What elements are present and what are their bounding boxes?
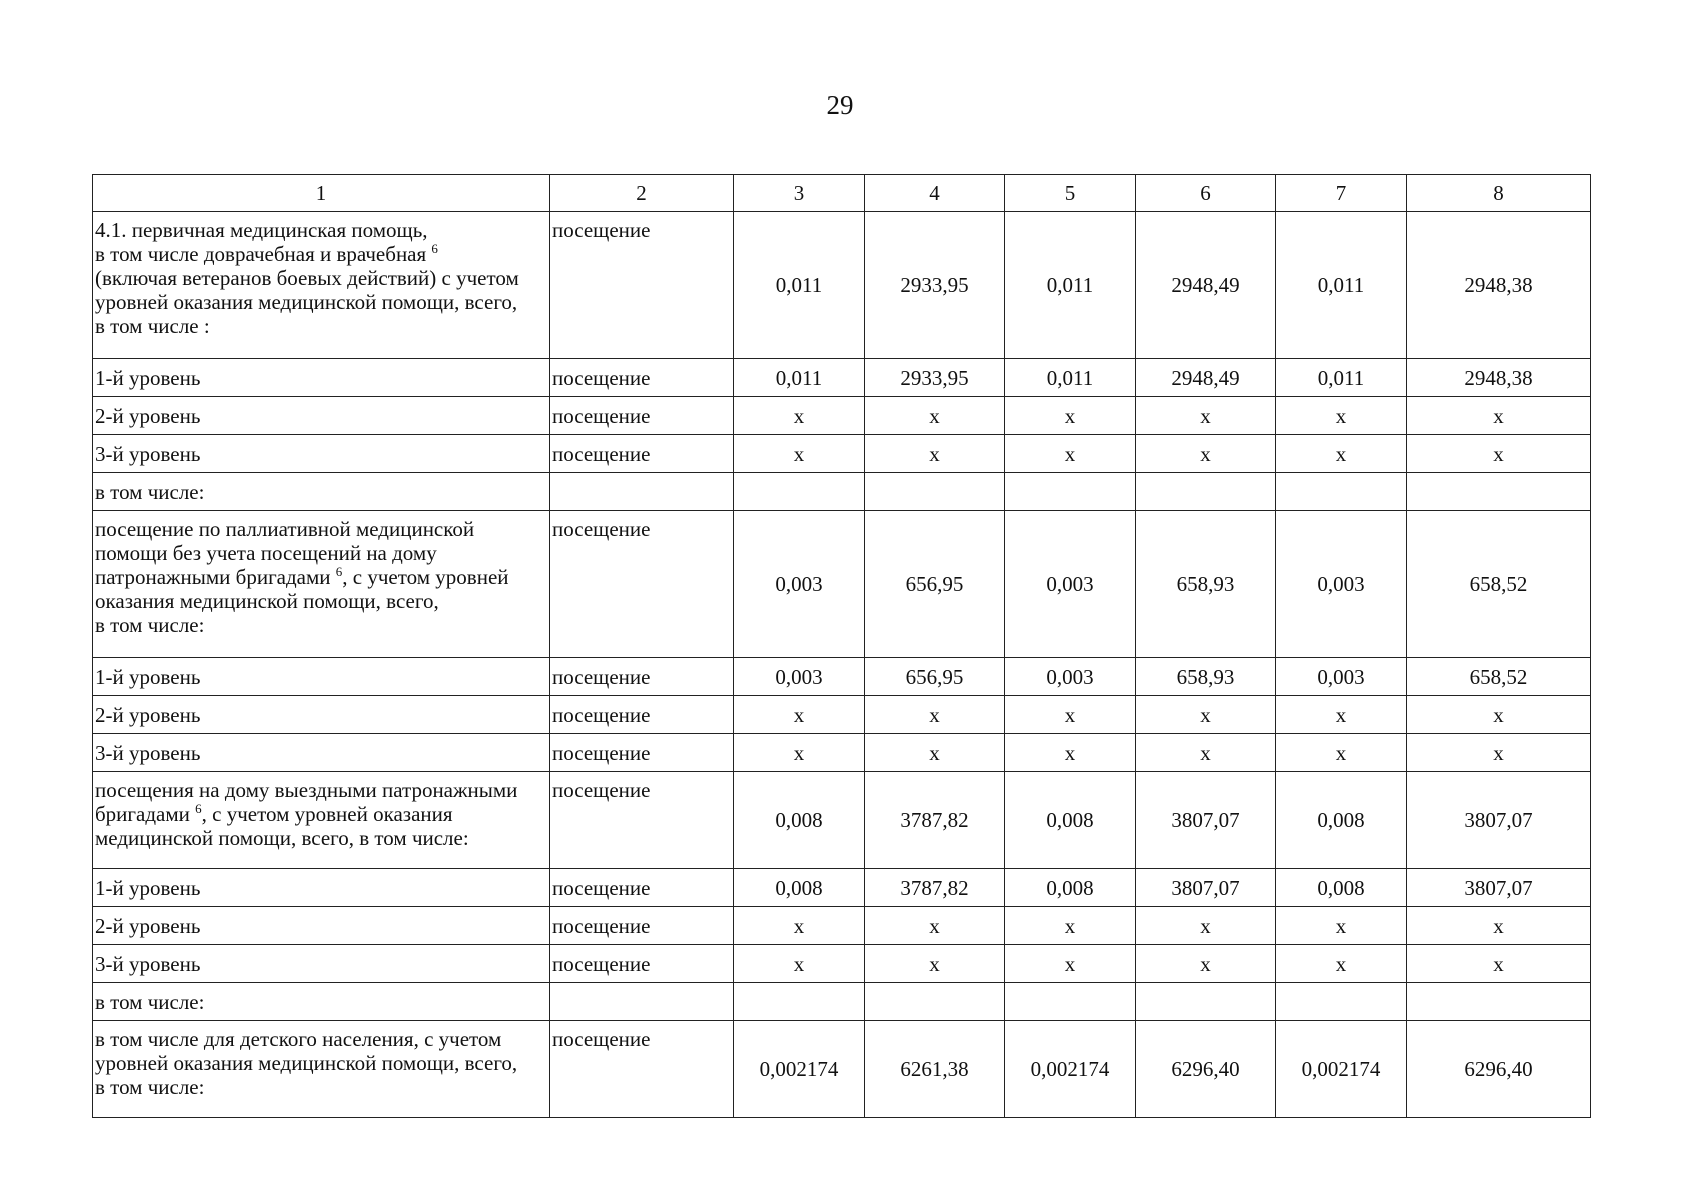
value-cell: 3787,82 (865, 869, 1005, 907)
row-label-line (95, 1051, 547, 1075)
data-table (92, 174, 1591, 1118)
table-row (93, 734, 1591, 772)
value-cell: 658,52 (1407, 658, 1591, 696)
row-label-text: 1-й уровень (95, 875, 201, 900)
table-row (93, 435, 1591, 473)
row-label-text: в том числе : (95, 314, 210, 338)
value-cell: 3807,07 (1407, 772, 1591, 869)
value-cell: x (1407, 435, 1591, 473)
row-label-line (95, 565, 547, 589)
row-label-text: патронажными бригадами (95, 565, 331, 589)
row-label-text: посещение по паллиативной медицинской (95, 517, 475, 541)
unit-cell: посещение (550, 397, 734, 435)
column-header: 5 (1005, 175, 1136, 212)
value-cell: x (1276, 945, 1407, 983)
row-label-text: в том числе: (95, 1075, 205, 1099)
row-label-line (95, 914, 547, 938)
value-cell: x (1276, 696, 1407, 734)
table-row (93, 907, 1591, 945)
table-row (93, 359, 1591, 397)
value-cell: x (1136, 945, 1276, 983)
value-cell (1276, 983, 1407, 1021)
row-label (93, 772, 550, 869)
value-cell: x (1276, 397, 1407, 435)
value-cell (865, 473, 1005, 511)
row-label-line (95, 952, 547, 976)
row-label-line (95, 266, 547, 290)
unit-cell: посещение (550, 511, 734, 658)
unit-cell: посещение (550, 359, 734, 397)
row-label-text: бригадами (95, 802, 190, 826)
row-label-text: в том числе для детского населения, с учетом (95, 1027, 502, 1051)
value-cell: 0,008 (1276, 772, 1407, 869)
value-cell: x (1407, 397, 1591, 435)
value-cell: 658,93 (1136, 511, 1276, 658)
value-cell: 0,011 (734, 359, 865, 397)
column-header: 6 (1136, 175, 1276, 212)
value-cell: x (1136, 734, 1276, 772)
value-cell (1005, 983, 1136, 1021)
value-cell: 6296,40 (1136, 1021, 1276, 1118)
row-label-text: уровней оказания медицинской помощи, всего, (95, 290, 518, 314)
row-label-line (95, 703, 547, 727)
row-label-line (95, 802, 547, 826)
row-label-line (95, 442, 547, 466)
footnote-marker: 6 (335, 564, 343, 579)
value-cell: x (734, 397, 865, 435)
table-row (93, 212, 1591, 359)
row-label (93, 696, 550, 734)
value-cell: x (865, 734, 1005, 772)
value-cell: 0,003 (1005, 658, 1136, 696)
row-label (93, 945, 550, 983)
row-label (93, 907, 550, 945)
row-label-text: 2-й уровень (95, 702, 201, 727)
value-cell: x (1276, 734, 1407, 772)
row-label (93, 658, 550, 696)
row-label-line (95, 613, 547, 637)
header-row (93, 175, 1591, 212)
table-row (93, 397, 1591, 435)
row-label-line (95, 480, 547, 504)
row-label-text: (включая ветеранов боевых действий) с учетом (95, 266, 519, 290)
value-cell: x (1005, 435, 1136, 473)
column-header: 8 (1407, 175, 1591, 212)
table-row (93, 1021, 1591, 1118)
value-cell: 2948,49 (1136, 212, 1276, 359)
value-cell: x (865, 435, 1005, 473)
value-cell: 0,011 (1276, 359, 1407, 397)
value-cell: 6261,38 (865, 1021, 1005, 1118)
value-cell: 0,003 (734, 511, 865, 658)
row-label-line (95, 541, 547, 565)
value-cell (1407, 473, 1591, 511)
unit-cell (550, 983, 734, 1021)
unit-cell: посещение (550, 869, 734, 907)
row-label-line (95, 1027, 547, 1051)
value-cell: 658,93 (1136, 658, 1276, 696)
row-label-text: помощи без учета посещений на дому (95, 541, 437, 565)
table-row (93, 772, 1591, 869)
row-label-text: 3-й уровень (95, 441, 201, 466)
value-cell: x (1005, 397, 1136, 435)
value-cell: 3807,07 (1136, 772, 1276, 869)
value-cell (865, 983, 1005, 1021)
row-label-line (95, 366, 547, 390)
unit-cell: посещение (550, 212, 734, 359)
row-label-line (95, 665, 547, 689)
value-cell: x (734, 696, 865, 734)
value-cell: 0,008 (734, 869, 865, 907)
table-row (93, 511, 1591, 658)
row-label-text: оказания медицинской помощи, всего, (95, 589, 439, 613)
value-cell: x (734, 734, 865, 772)
unit-cell: посещение (550, 1021, 734, 1118)
value-cell: x (1276, 907, 1407, 945)
footnote-marker: 6 (195, 801, 202, 816)
value-cell: 656,95 (865, 511, 1005, 658)
value-cell: 0,011 (1005, 359, 1136, 397)
table-row (93, 696, 1591, 734)
table-row (93, 869, 1591, 907)
row-label-text: в том числе: (95, 989, 205, 1014)
column-header: 7 (1276, 175, 1407, 212)
value-cell: 0,003 (1276, 658, 1407, 696)
value-cell: 0,008 (1005, 772, 1136, 869)
value-cell: x (865, 696, 1005, 734)
row-label-line (95, 242, 547, 266)
value-cell: x (1136, 907, 1276, 945)
value-cell: x (1136, 397, 1276, 435)
value-cell: 2933,95 (865, 359, 1005, 397)
row-label (93, 869, 550, 907)
value-cell: x (1005, 907, 1136, 945)
value-cell: 0,002174 (734, 1021, 865, 1118)
value-cell: 0,003 (1276, 511, 1407, 658)
unit-cell: посещение (550, 945, 734, 983)
value-cell (1136, 983, 1276, 1021)
value-cell: 0,008 (1276, 869, 1407, 907)
row-label-line (95, 876, 547, 900)
row-label-text: , с учетом уровней (342, 565, 509, 589)
row-label-line (95, 826, 547, 850)
value-cell: x (865, 907, 1005, 945)
row-label-line (95, 990, 547, 1014)
row-label-text: уровней оказания медицинской помощи, всего, (95, 1051, 518, 1075)
value-cell: 0,002174 (1276, 1021, 1407, 1118)
unit-cell: посещение (550, 435, 734, 473)
row-label-text: 3-й уровень (95, 951, 201, 976)
page-number: 29 (826, 90, 854, 120)
value-cell: 3807,07 (1407, 869, 1591, 907)
column-header: 4 (865, 175, 1005, 212)
value-cell: x (1005, 734, 1136, 772)
value-cell: 656,95 (865, 658, 1005, 696)
value-cell: x (1136, 435, 1276, 473)
value-cell: 0,011 (1005, 212, 1136, 359)
value-cell: 6296,40 (1407, 1021, 1591, 1118)
value-cell: x (1276, 435, 1407, 473)
row-label-line (95, 314, 547, 338)
column-header: 1 (93, 175, 550, 212)
table-row (93, 473, 1591, 511)
value-cell: x (734, 907, 865, 945)
value-cell (734, 473, 865, 511)
row-label-line (95, 1075, 547, 1099)
row-label-line (95, 589, 547, 613)
value-cell: 2948,49 (1136, 359, 1276, 397)
row-label (93, 511, 550, 658)
value-cell: 3787,82 (865, 772, 1005, 869)
row-label-text: в том числе: (95, 613, 205, 637)
value-cell (1276, 473, 1407, 511)
value-cell: 0,002174 (1005, 1021, 1136, 1118)
value-cell: x (734, 435, 865, 473)
row-label-text: 1-й уровень (95, 664, 201, 689)
value-cell: 2948,38 (1407, 212, 1591, 359)
row-label-line (95, 778, 547, 802)
value-cell: 0,011 (734, 212, 865, 359)
value-cell: x (1136, 696, 1276, 734)
table-row (93, 945, 1591, 983)
value-cell: 0,003 (734, 658, 865, 696)
value-cell (734, 983, 865, 1021)
table-row (93, 658, 1591, 696)
row-label-text: посещения на дому выездными патронажными (95, 778, 518, 802)
row-label (93, 212, 550, 359)
unit-cell (550, 473, 734, 511)
row-label-line (95, 218, 547, 242)
table-body (93, 175, 1591, 1118)
value-cell: x (1407, 945, 1591, 983)
value-cell: x (1005, 945, 1136, 983)
unit-cell: посещение (550, 696, 734, 734)
row-label-text: медицинской помощи, всего, в том числе: (95, 826, 469, 850)
value-cell: x (1407, 734, 1591, 772)
row-label-text: 2-й уровень (95, 913, 201, 938)
footnote-marker: 6 (431, 241, 438, 256)
value-cell: x (734, 945, 865, 983)
table-row (93, 983, 1591, 1021)
row-label-text: , с учетом уровней оказания (201, 802, 453, 826)
row-label-text: 3-й уровень (95, 740, 201, 765)
unit-cell: посещение (550, 658, 734, 696)
row-label (93, 734, 550, 772)
row-label-text: в том числе: (95, 479, 205, 504)
row-label-text: 1-й уровень (95, 365, 201, 390)
value-cell: 0,003 (1005, 511, 1136, 658)
value-cell: 2933,95 (865, 212, 1005, 359)
row-label (93, 435, 550, 473)
row-label (93, 397, 550, 435)
row-label-line (95, 290, 547, 314)
row-label-text: в том числе доврачебная и врачебная (95, 242, 427, 266)
row-label (93, 473, 550, 511)
value-cell: x (1407, 907, 1591, 945)
value-cell: x (865, 945, 1005, 983)
value-cell: 2948,38 (1407, 359, 1591, 397)
row-label-text: 4.1. первичная медицинская помощь, (95, 218, 428, 242)
value-cell: 3807,07 (1136, 869, 1276, 907)
value-cell (1407, 983, 1591, 1021)
value-cell (1136, 473, 1276, 511)
value-cell: x (1407, 696, 1591, 734)
row-label-line (95, 741, 547, 765)
column-header: 2 (550, 175, 734, 212)
row-label-text: 2-й уровень (95, 403, 201, 428)
row-label-line (95, 404, 547, 428)
value-cell: x (1005, 696, 1136, 734)
row-label (93, 359, 550, 397)
value-cell (1005, 473, 1136, 511)
value-cell: 0,008 (734, 772, 865, 869)
unit-cell: посещение (550, 772, 734, 869)
row-label (93, 983, 550, 1021)
row-label (93, 1021, 550, 1118)
unit-cell: посещение (550, 734, 734, 772)
unit-cell: посещение (550, 907, 734, 945)
column-header: 3 (734, 175, 865, 212)
value-cell: 0,008 (1005, 869, 1136, 907)
value-cell: x (865, 397, 1005, 435)
value-cell: 0,011 (1276, 212, 1407, 359)
value-cell: 658,52 (1407, 511, 1591, 658)
row-label-line (95, 517, 547, 541)
